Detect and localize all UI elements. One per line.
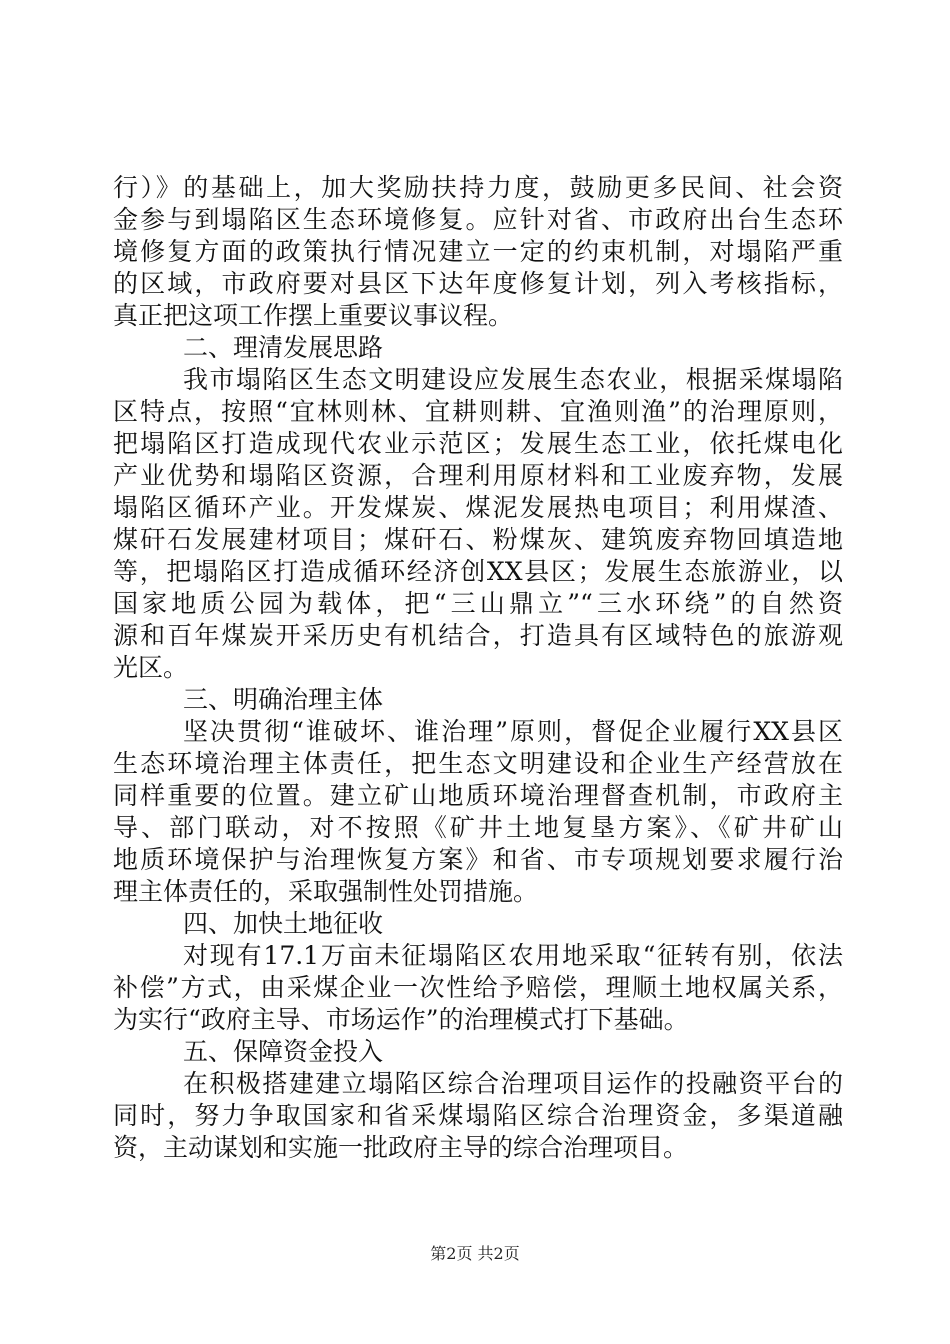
text-line: 导、部门联动，对不按照《矿井土地复垦方案》、《矿井矿山 — [113, 813, 843, 842]
text-line: 补偿”方式，由采煤企业一次性给予赔偿，理顺土地权属关系， — [113, 973, 843, 1002]
text-line: 在积极搭建建立塌陷区综合治理项目运作的投融资平台的 — [183, 1069, 843, 1098]
text-line: 对现有17.1万亩未征塌陷区农用地采取“征转有别，依法 — [183, 941, 843, 970]
text-line: 为实行“政府主导、市场运作”的治理模式打下基础。 — [113, 1005, 689, 1034]
text-line: 的区域，市政府要对县区下达年度修复计划，列入考核指标， — [113, 269, 843, 298]
text-line: 产业优势和塌陷区资源，合理利用原材料和工业废弃物，发展 — [113, 461, 843, 490]
section-heading: 三、明确治理主体 — [183, 685, 384, 714]
text-line: 区特点，按照“宜林则林、宜耕则耕、宜渔则渔”的治理原则， — [113, 397, 843, 426]
text-line: 资，主动谋划和实施一批政府主导的综合治理项目。 — [113, 1133, 689, 1162]
text-line: 真正把这项工作摆上重要议事议程。 — [113, 301, 514, 330]
section-heading: 五、保障资金投入 — [183, 1037, 384, 1066]
section-heading: 二、理清发展思路 — [183, 333, 384, 362]
text-line: 理主体责任的，采取强制性处罚措施。 — [113, 877, 539, 906]
page-footer: 第2页 共2页 — [430, 1244, 520, 1263]
text-line: 金参与到塌陷区生态环境修复。应针对省、市政府出台生态环 — [113, 205, 843, 234]
text-line: 国家地质公园为载体，把“三山鼎立”“三水环绕”的自然资 — [113, 589, 843, 618]
text-line: 生态环境治理主体责任，把生态文明建设和企业生产经营放在 — [113, 749, 843, 778]
text-line: 坚决贯彻“谁破坏、谁治理”原则，督促企业履行XX县区 — [183, 717, 843, 746]
text-line: 源和百年煤炭开采历史有机结合，打造具有区域特色的旅游观 — [113, 621, 843, 650]
text-line: 光区。 — [113, 653, 189, 682]
text-line: 行）》的基础上，加大奖励扶持力度，鼓励更多民间、社会资 — [113, 173, 843, 202]
text-line: 同时，努力争取国家和省采煤塌陷区综合治理资金，多渠道融 — [113, 1101, 843, 1130]
text-line: 我市塌陷区生态文明建设应发展生态农业，根据采煤塌陷 — [183, 365, 843, 394]
text-line: 等，把塌陷区打造成循环经济创XX县区；发展生态旅游业，以 — [113, 557, 843, 586]
text-line: 境修复方面的政策执行情况建立一定的约束机制，对塌陷严重 — [113, 237, 843, 266]
text-line: 煤矸石发展建材项目；煤矸石、粉煤灰、建筑废弃物回填造地 — [113, 525, 843, 554]
section-heading: 四、加快土地征收 — [183, 909, 384, 938]
text-line: 地质环境保护与治理恢复方案》和省、市专项规划要求履行治 — [113, 845, 843, 874]
text-line: 把塌陷区打造成现代农业示范区；发展生态工业，依托煤电化 — [113, 429, 843, 458]
text-line: 同样重要的位置。建立矿山地质环境治理督查机制，市政府主 — [113, 781, 843, 810]
text-line: 塌陷区循环产业。开发煤炭、煤泥发展热电项目；利用煤渣、 — [113, 493, 843, 522]
document-body — [113, 172, 843, 1164]
